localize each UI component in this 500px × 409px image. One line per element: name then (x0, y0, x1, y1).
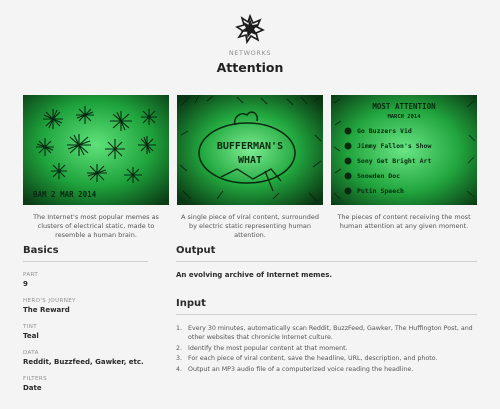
image-3-item-4: Snowden Doc (357, 172, 401, 180)
meta-tint (23, 324, 148, 340)
page-title: Attention (216, 60, 284, 75)
journey-value: The Reward (23, 306, 70, 314)
meta-part (23, 272, 148, 288)
step-text: Every 30 minutes, automatically scan Reddit, BuzzFeed, Gawker, The Huffington Post, and other websites that chronicle Internet culture. (188, 325, 473, 341)
step-number: 3. (176, 355, 183, 362)
category-label: NETWORKS (228, 49, 272, 57)
details-panel (176, 245, 477, 375)
meta-data (23, 350, 148, 366)
most-attention-image[interactable] (331, 95, 477, 205)
image-3-item-2: Jimmy Fallon's Show (357, 142, 432, 150)
input-section (176, 298, 477, 374)
gallery-card (23, 95, 169, 240)
image-2-text-line-2: WHAT (237, 155, 263, 166)
image-3-item-3: Sony Get Bright Art (357, 157, 432, 165)
tint-label: TINT (23, 324, 38, 330)
gallery-caption: The Internet's most popular memes as clusters of electrical static, made to resemble a human brain. (33, 213, 159, 239)
filters-value: Date (23, 384, 42, 392)
page-header (0, 14, 500, 75)
image-3-heading: MOST ATTENTION (372, 102, 436, 111)
list-item (176, 354, 477, 363)
meta-journey (23, 298, 148, 314)
step-text: For each piece of viral content, save the headline, URL, description, and photo. (188, 355, 438, 362)
gallery-caption: A single piece of viral content, surrounded by electric static representing human attention. (181, 213, 319, 239)
input-heading: Input (176, 298, 477, 315)
step-number: 1. (176, 325, 183, 332)
input-steps-list (176, 324, 477, 374)
list-item (176, 365, 477, 374)
meme-clusters-image[interactable] (23, 95, 169, 205)
image-3-subheading: MARCH 2014 (387, 114, 421, 120)
tint-value: Teal (23, 332, 39, 340)
gallery-card (331, 95, 477, 240)
part-label: PART (23, 272, 39, 278)
data-label: DATA (23, 350, 39, 356)
list-item (176, 344, 477, 353)
image-2-text-line-1: BUFFERMAN'S (216, 141, 284, 152)
data-value: Reddit, Buzzfeed, Gawker, etc. (23, 358, 144, 366)
journey-label: HERO'S JOURNEY (23, 298, 76, 304)
step-number: 2. (176, 344, 183, 352)
filters-label: FILTERS (23, 376, 48, 382)
image-3-item-1: Go Buzzers Vid (357, 127, 412, 135)
viral-content-image[interactable] (177, 95, 323, 205)
part-value: 9 (23, 280, 28, 288)
basics-heading: Basics (23, 245, 148, 262)
image-gallery (23, 95, 477, 240)
output-heading: Output (176, 245, 477, 262)
image-1-text: BAM 2 MAR 2014 (33, 190, 97, 199)
meta-filters (23, 376, 148, 392)
starburst-logo-icon (235, 14, 265, 44)
image-3-item-5: Putin Speech (357, 187, 404, 195)
step-text: Identify the most popular content at that moment. (188, 344, 348, 352)
gallery-caption: The pieces of content receiving the most human attention at any given moment. (337, 213, 471, 230)
step-number: 4. (176, 365, 183, 373)
step-text: Output an MP3 audio file of a computerized voice reading the headline. (188, 365, 414, 373)
basics-panel (23, 245, 148, 392)
gallery-card (177, 95, 323, 240)
list-item (176, 324, 477, 342)
output-description: An evolving archive of Internet memes. (176, 271, 333, 279)
